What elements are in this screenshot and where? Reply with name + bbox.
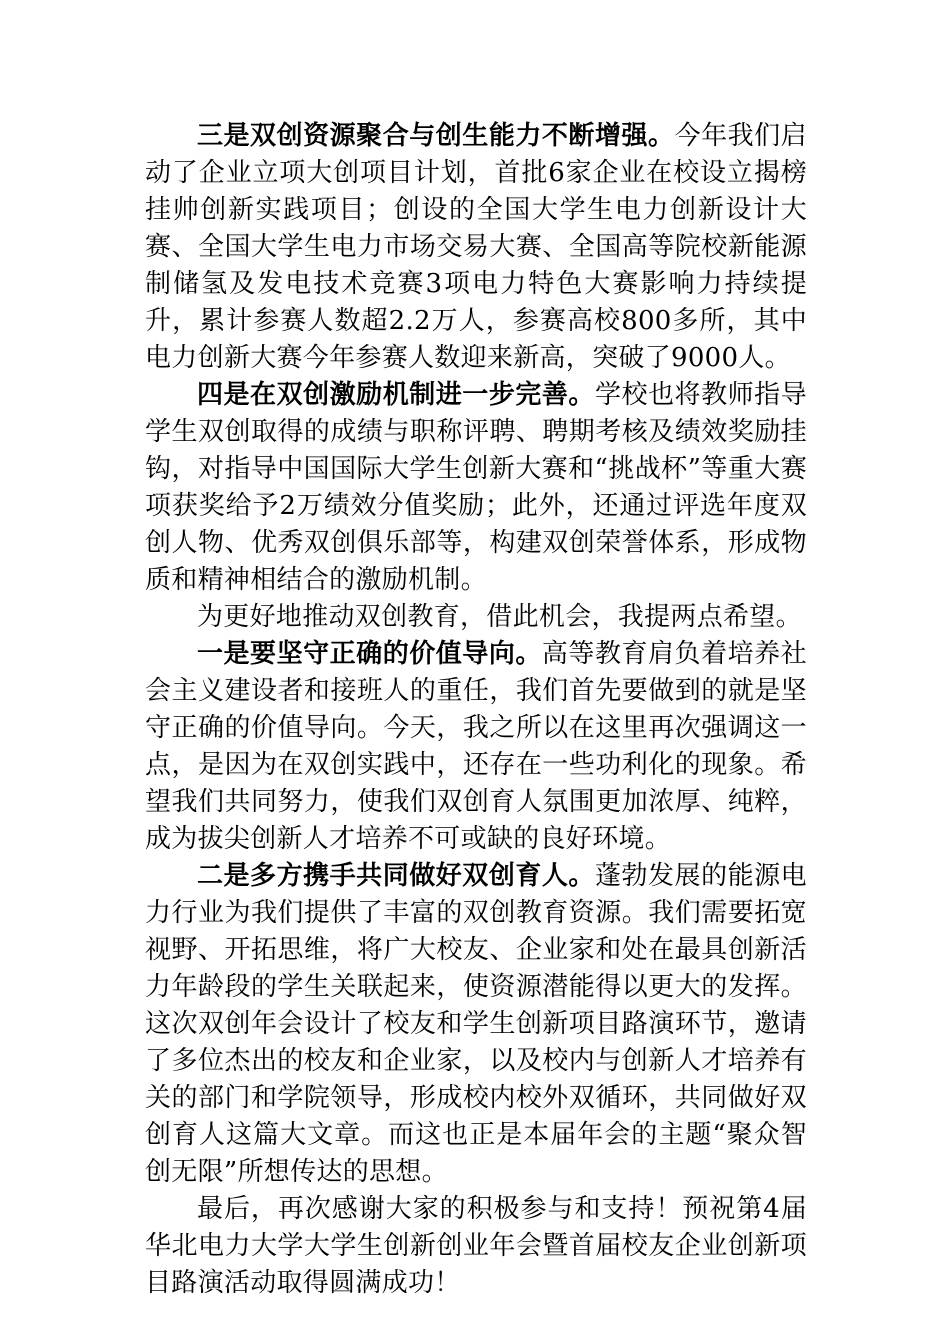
paragraph-text: 蓬勃发展的能源电力行业为我们提供了丰富的双创教育资源。我们需要拓宽视野、开拓思维，将广大校友、企业家和处在最具创新活力年龄段的学生关联起来，使资源潜能得以更大的发挥。这次双创年会设计了校友和学生创新项目路演环节，邀请了多位杰出的校友和企业家，以及校内与创新人才培养有关的部门和学院领导，形成校内校外双循环，共同做好双创育人这篇大文章。而这也正是本届年会的主题“聚众智创无限”所想传达的思想。 [145,861,807,1187]
paragraph-text: 最后，再次感谢大家的积极参与和支持！预祝第4届华北电力大学大学生创新创业年会暨首届校友企业创新项目路演活动取得圆满成功！ [145,1194,807,1298]
paragraph-resources [145,118,807,377]
paragraph-closing [145,1191,807,1302]
paragraph-text: 为更好地推动双创教育，借此机会，我提两点希望。 [197,602,802,632]
paragraph-lead: 三是双创资源聚合与创生能力不断增强。 [197,121,675,151]
paragraph-value-orientation [145,636,807,858]
paragraph-incentives [145,377,807,599]
paragraph-text: 学校也将教师指导学生双创取得的成绩与职称评聘、聘期考核及绩效奖励挂钩，对指导中国国际大学生创新大赛和“挑战杯”等重大赛项获奖给予2万绩效分值奖励；此外，还通过评选年度双创人物、优秀双创俱乐部等，构建双创荣誉体系，形成物质和精神相结合的激励机制。 [145,380,807,595]
paragraph-text: 高等教育肩负着培养社会主义建设者和接班人的重任，我们首先要做到的就是坚守正确的价值导向。今天，我之所以在这里再次强调这一点，是因为在双创实践中，还存在一些功利化的现象。希望我们共同努力，使我们双创育人氛围更加浓厚、纯粹，成为拔尖创新人才培养不可或缺的良好环境。 [145,639,807,854]
paragraph-lead: 一是要坚守正确的价值导向。 [197,639,542,669]
paragraph-hopes-intro [145,599,807,636]
document-body [145,118,807,1302]
paragraph-lead: 四是在双创激励机制进一步完善。 [197,380,595,410]
paragraph-collaboration [145,858,807,1191]
paragraph-lead: 二是多方携手共同做好双创育人。 [197,861,595,891]
paragraph-text: 今年我们启动了企业立项大创项目计划，首批6家企业在校设立揭榜挂帅创新实践项目；创设的全国大学生电力创新设计大赛、全国大学生电力市场交易大赛、全国高等院校新能源制储氢及发电技术竞赛3项电力特色大赛影响力持续提升，累计参赛人数超2.2万人，参赛高校800多所，其中电力创新大赛今年参赛人数迎来新高，突破了9000人。 [145,121,807,373]
